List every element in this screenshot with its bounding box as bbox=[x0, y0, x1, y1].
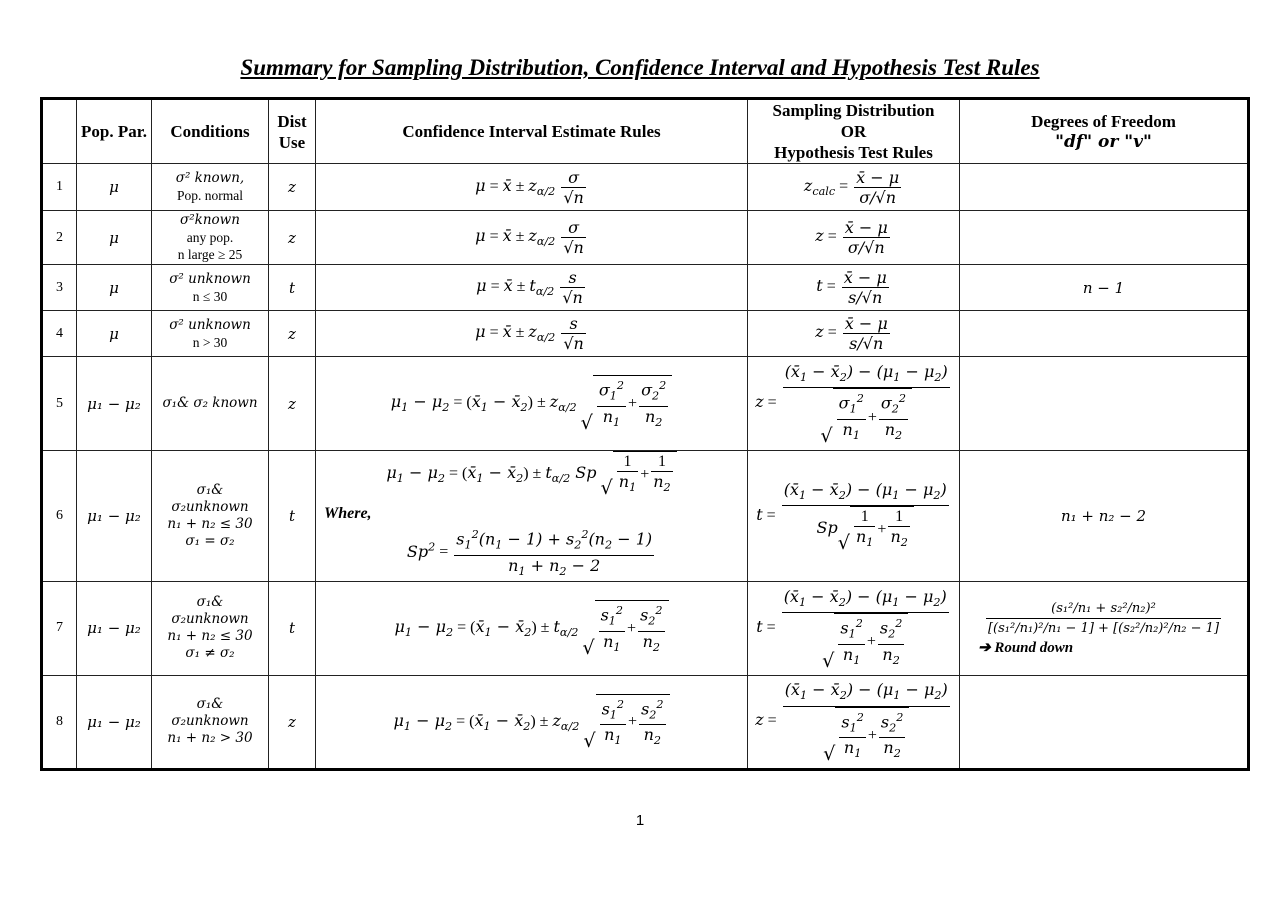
dist-use: z bbox=[269, 675, 316, 769]
ci-formula: μ = x̄ ± $z_{\alpha/2}$ $\frac{s}{√n}$ bbox=[316, 311, 748, 357]
df-value bbox=[960, 164, 1249, 211]
ci-formula: $\mu_1 - \mu_2$ = ($x̄_1$ − $x̄_2) \pm t_{\alpha/2}$ Sp √ $\frac{1}{n_1}$ + $\frac{1}{n_2}$ Where, $Sp^2$ = $\frac{s_1^2(n_1 - 1) + s_2^2(n_2 - 1)}{n_1 + n_2 - 2}$ bbox=[316, 451, 748, 582]
row-number: 3 bbox=[42, 265, 77, 311]
dist-use: z bbox=[269, 211, 316, 265]
conditions bbox=[152, 581, 269, 675]
header-row bbox=[42, 99, 1249, 164]
condition-line: σ₁& σ₂ known bbox=[162, 395, 258, 411]
condition-line: n₁ + n₂ > 30 bbox=[167, 730, 253, 747]
row-number: 1 bbox=[42, 164, 77, 211]
table-row bbox=[42, 357, 1249, 451]
pop-par: μ bbox=[77, 311, 152, 357]
htr-formula: z = $\frac{x̄ - \mu}{\sigma/√n}$ bbox=[748, 211, 960, 265]
condition-line: σ₁ = σ₂ bbox=[185, 532, 235, 549]
row-number: 2 bbox=[42, 211, 77, 265]
where-label: Where, bbox=[324, 505, 372, 523]
conditions bbox=[152, 675, 269, 769]
df-value: n − 1 bbox=[960, 265, 1249, 311]
pop-par: μ₁ − μ₂ bbox=[77, 357, 152, 451]
round-down-note: ➔ Round down bbox=[978, 640, 1074, 657]
condition-line: σ² unknown bbox=[169, 270, 251, 287]
condition-line: n large ≥ 25 bbox=[177, 247, 243, 262]
df-value bbox=[960, 675, 1249, 769]
dist-use: z bbox=[269, 311, 316, 357]
pop-par: μ₁ − μ₂ bbox=[77, 675, 152, 769]
htr-formula: $z_{calc}$ = $\frac{x̄ - \mu}{\sigma/√n}$ bbox=[748, 164, 960, 211]
htr-formula: z = $\frac{x̄ - \mu}{s/√n}$ bbox=[748, 311, 960, 357]
dist-use: z bbox=[269, 164, 316, 211]
conditions bbox=[152, 311, 269, 357]
header-dist-use: Dist Use bbox=[269, 99, 316, 164]
row-number: 7 bbox=[42, 581, 77, 675]
condition-line: σ₁ ≠ σ₂ bbox=[185, 645, 235, 662]
df-value bbox=[960, 581, 1249, 675]
dist-use: z bbox=[269, 357, 316, 451]
conditions bbox=[152, 265, 269, 311]
htr-formula: t = ($x̄_1$ − $x̄_2) - (\mu_1 - \mu_2)$ √ $\frac{s_1^2}{n_1}$ + $\frac{s_2^2}{n_2}$ bbox=[748, 581, 960, 675]
table-row bbox=[42, 311, 1249, 357]
header-htr-line2: OR bbox=[840, 122, 867, 141]
welch-df-numerator: (s₁²/n₁ + s₂²/n₂)² bbox=[1051, 601, 1156, 617]
condition-line: Pop. normal bbox=[177, 188, 243, 203]
condition-line: any pop. bbox=[186, 230, 234, 245]
row-number: 8 bbox=[42, 675, 77, 769]
table-row bbox=[42, 451, 1249, 582]
row-number: 4 bbox=[42, 311, 77, 357]
conditions bbox=[152, 451, 269, 582]
pop-par: μ bbox=[77, 265, 152, 311]
page-number: 1 bbox=[635, 812, 645, 829]
table-row bbox=[42, 581, 1249, 675]
htr-formula: z = ($x̄_1$ − $x̄_2) - (\mu_1 - \mu_2)$ √ $\frac{\sigma_1^2}{n_1}$ + $\frac{\sigma_2^2}{n_2}$ bbox=[748, 357, 960, 451]
header-num bbox=[42, 99, 77, 164]
header-htr-line1: Sampling Distribution bbox=[772, 101, 935, 120]
header-df-line1: Degrees of Freedom bbox=[1031, 111, 1176, 131]
df-value: n₁ + n₂ − 2 bbox=[960, 451, 1249, 582]
dist-use: t bbox=[269, 581, 316, 675]
pop-par: μ₁ − μ₂ bbox=[77, 451, 152, 582]
table-row bbox=[42, 265, 1249, 311]
dist-use: t bbox=[269, 451, 316, 582]
condition-line: σ₁& σ₂unknown bbox=[171, 594, 249, 628]
header-pop-par: Pop. Par. bbox=[77, 99, 152, 164]
header-htr bbox=[748, 99, 960, 164]
header-df bbox=[960, 99, 1249, 164]
pop-par: μ bbox=[77, 164, 152, 211]
header-conditions: Conditions bbox=[152, 99, 269, 164]
ci-formula: μ = x̄ ± $z_{\alpha/2}$ $\frac{\sigma}{√n}$ bbox=[316, 164, 748, 211]
row-number: 6 bbox=[42, 451, 77, 582]
condition-line: n₁ + n₂ ≤ 30 bbox=[167, 515, 253, 532]
condition-line: σ₁& σ₂unknown bbox=[171, 481, 249, 515]
ci-formula: μ = x̄ ± $z_{\alpha/2}$ $\frac{\sigma}{√n}$ bbox=[316, 211, 748, 265]
ci-formula: $\mu_1 - \mu_2$ = ($x̄_1$ − $x̄_2) \pm t_{\alpha/2}$ √ $\frac{s_1^2}{n_1}$ + $\frac{s_2^2}{n_2}$ bbox=[316, 581, 748, 675]
table-row bbox=[42, 675, 1249, 769]
conditions bbox=[152, 211, 269, 265]
welch-df-denominator: [(s₁²/n₁)²/n₁ − 1] + [(s₂²/n₂)²/n₂ − 1] bbox=[986, 618, 1221, 638]
conditions bbox=[152, 357, 269, 451]
condition-line: σ² unknown bbox=[169, 316, 251, 333]
header-df-line2: "df" or "v" bbox=[1055, 131, 1152, 152]
page-title: Summary for Sampling Distribution, Confidence Interval and Hypothesis Test Rules bbox=[240, 55, 1040, 80]
conditions bbox=[152, 164, 269, 211]
htr-formula: z = ($x̄_1$ − $x̄_2) - (\mu_1 - \mu_2)$ √ $\frac{s_1^2}{n_1}$ + $\frac{s_2^2}{n_2}$ bbox=[748, 675, 960, 769]
table-row bbox=[42, 211, 1249, 265]
df-value bbox=[960, 311, 1249, 357]
welch-df-formula bbox=[986, 599, 1221, 638]
summary-table bbox=[40, 97, 1250, 771]
condition-line: n > 30 bbox=[192, 334, 228, 350]
pop-par: μ₁ − μ₂ bbox=[77, 581, 152, 675]
htr-formula: t = ($x̄_1$ − $x̄_2) - (\mu_1 - \mu_2)$ Sp √ $\frac{1}{n_1}$ + $\frac{1}{n_2}$ bbox=[748, 451, 960, 582]
header-ci-rules: Confidence Interval Estimate Rules bbox=[316, 99, 748, 164]
row-number: 5 bbox=[42, 357, 77, 451]
header-htr-line3: Hypothesis Test Rules bbox=[774, 143, 933, 162]
table-row bbox=[42, 164, 1249, 211]
condition-line: σ₁& σ₂unknown bbox=[171, 696, 249, 730]
condition-line: σ²known bbox=[180, 212, 240, 228]
condition-line: n ≤ 30 bbox=[192, 288, 228, 304]
dist-use: t bbox=[269, 265, 316, 311]
ci-formula: μ = x̄ ± $t_{\alpha/2}$ $\frac{s}{√n}$ bbox=[316, 265, 748, 311]
pop-par: μ bbox=[77, 211, 152, 265]
htr-formula: t = $\frac{x̄ - \mu}{s/√n}$ bbox=[748, 265, 960, 311]
condition-line: σ² known, bbox=[175, 170, 245, 186]
ci-formula: $\mu_1 - \mu_2$ = ($x̄_1$ − $x̄_2) \pm z_{\alpha/2}$ √ $\frac{s_1^2}{n_1}$ + $\frac{s_2^2}{n_2}$ bbox=[316, 675, 748, 769]
df-value bbox=[960, 357, 1249, 451]
df-value bbox=[960, 211, 1249, 265]
ci-formula: $\mu_1 - \mu_2$ = ($x̄_1$ − $x̄_2) \pm z_{\alpha/2}$ √ $\frac{\sigma_1^2}{n_1}$ + $\frac{\sigma_2^2}{n_2}$ bbox=[316, 357, 748, 451]
condition-line: n₁ + n₂ ≤ 30 bbox=[167, 628, 253, 645]
